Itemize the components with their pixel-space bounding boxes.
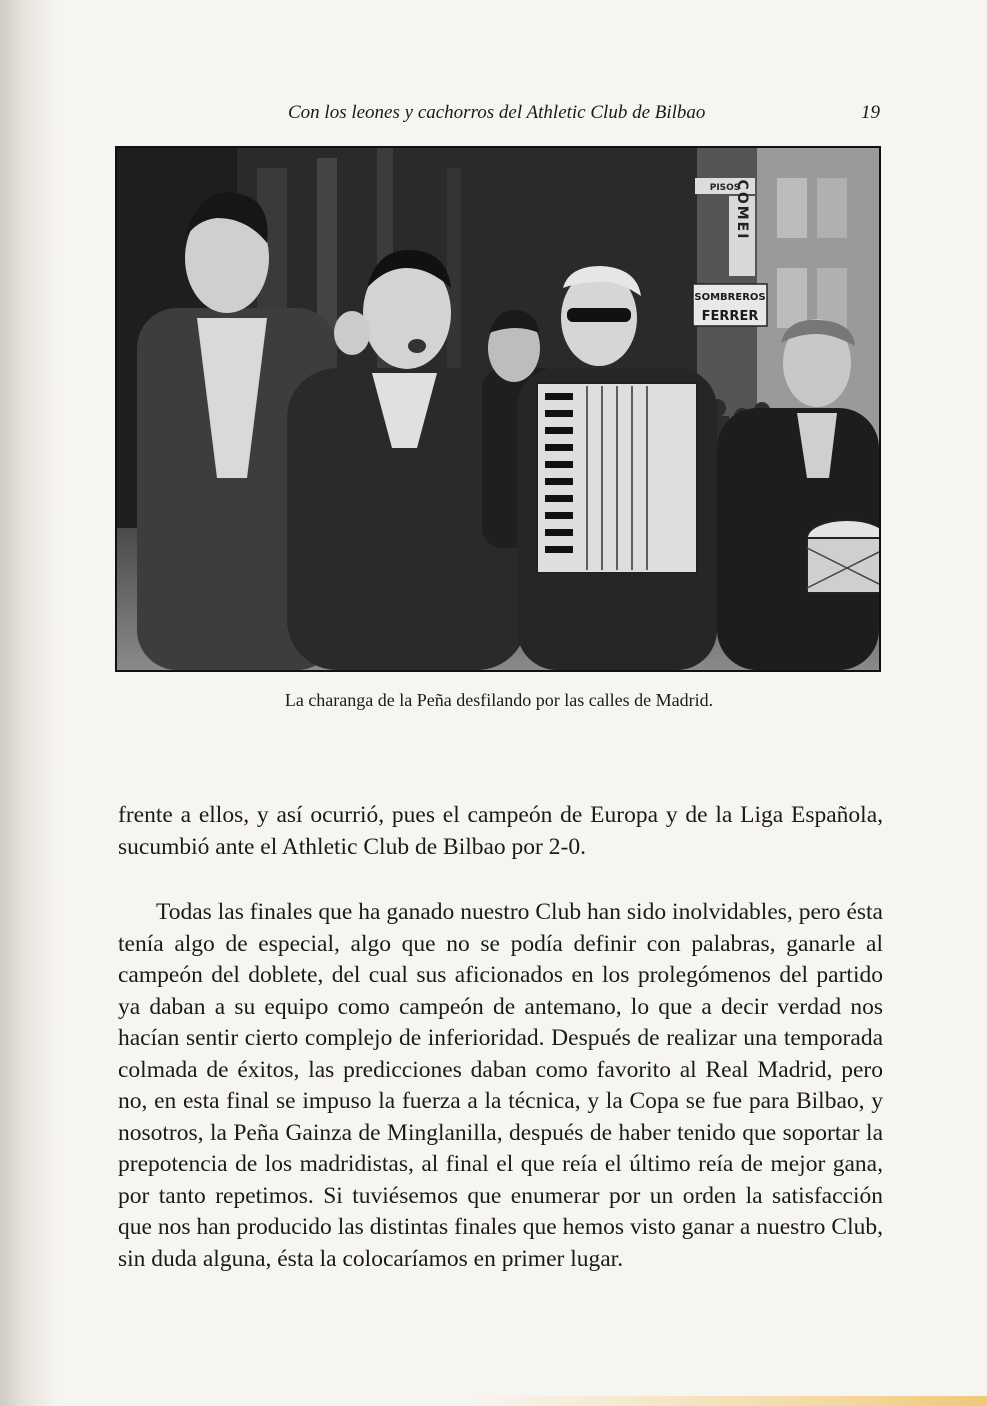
photograph <box>115 146 881 672</box>
page-number: 19 <box>861 102 880 123</box>
photo-scene <box>117 148 879 670</box>
body-text <box>118 800 883 1275</box>
top-sign-text: PISOS <box>709 183 741 193</box>
running-title: Con los leones y cachorros del Athletic Club de Bilbao <box>288 102 706 123</box>
running-header <box>118 100 880 128</box>
photo-caption: La charanga de la Peña desfilando por las calles de Madrid. <box>284 690 714 710</box>
hat-shop-sign-line1: SOMBREROS <box>694 292 766 303</box>
accordion <box>537 383 697 573</box>
paragraph-2: Todas las finales que ha ganado nuestro Club han sido inolvidables, pero ésta tenía algo de especial, algo que no se podía definir con palabras, ganarle al campeón del doblete, del cual sus aficionados en los prolegómenos del partido ya daban a su equipo como campeón de antemano, lo que a decir verdad nos hacían sentir cierto complejo de inferioridad. Después de realizar una temporada colmada de éxitos, las predicciones daban como favorito al Real Madrid, pero no, en esta final se impuso la fuerza a la técnica, y la Copa se fue para Bilbao, y nosotros, la Peña Gainza de Minglanilla, después de haber tenido que soportar la prepotencia de los madridistas, al final el que reía el último reía de mejor gana, por tanto repetimos. Si tuviésemos que enumerar por un orden la satisfacción que nos han producido las distintas finales que hemos visto ganar a nuestro Club, sin duda alguna, ésta la colocaríamos en primer lugar. <box>118 899 883 1272</box>
paragraph-1: frente a ellos, y así ocurrió, pues el campeón de Europa y de la Liga Española, sucumbió ante el Athletic Club de Bilbao por 2-0. <box>118 802 883 860</box>
vertical-sign-text: COMEI <box>734 179 750 241</box>
page-edge-tint <box>470 1396 987 1406</box>
gutter-shadow <box>0 0 60 1406</box>
snare-drum <box>807 520 879 593</box>
hat-shop-sign-line2: FERRER <box>701 309 759 324</box>
